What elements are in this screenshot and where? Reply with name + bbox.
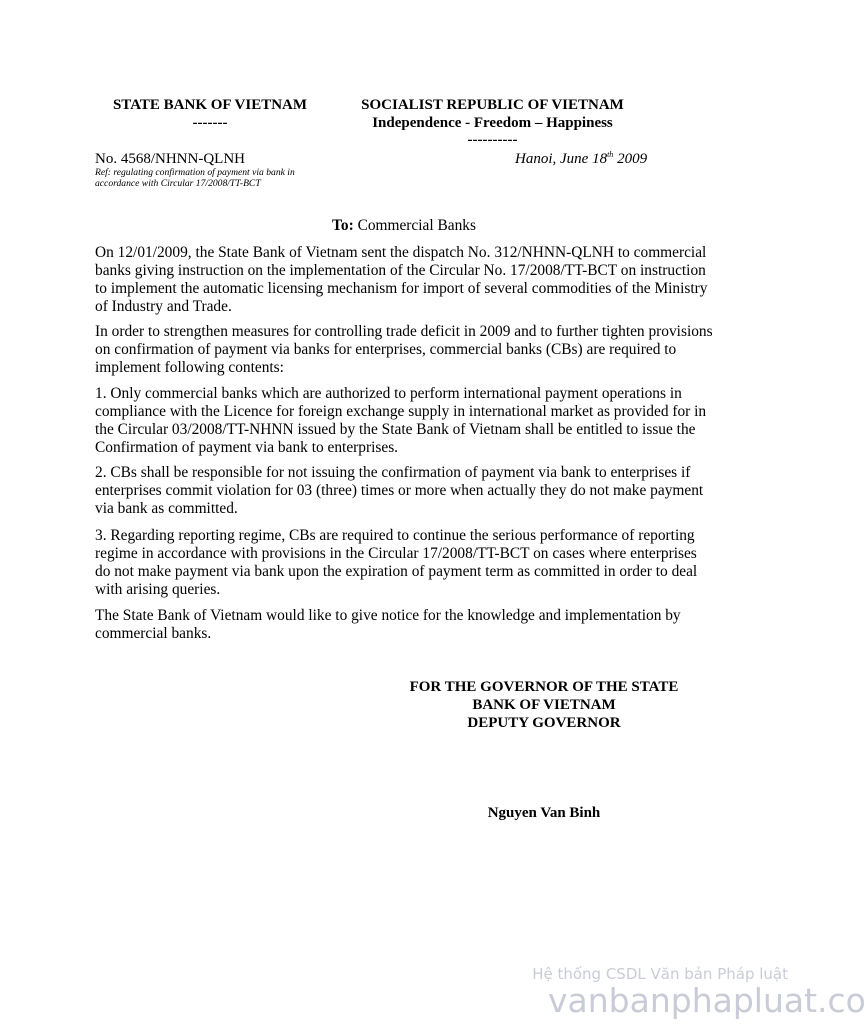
document-number: No. 4568/NHNN-QLNH	[95, 151, 245, 167]
date-year: 2009	[613, 151, 648, 167]
issuing-organization: STATE BANK OF VIETNAM	[112, 97, 308, 113]
national-motto: Independence - Freedom – Happiness	[372, 115, 613, 131]
signature-title-line-2: BANK OF VIETNAM	[472, 697, 616, 713]
recipient-value: Commercial Banks	[353, 217, 476, 234]
issue-date	[515, 150, 647, 168]
reference-line-1: Ref: regulating confirmation of payment via bank in	[95, 167, 295, 178]
signatory-name: Nguyen Van Binh	[487, 805, 601, 821]
recipient-label: To:	[332, 217, 354, 234]
date-prefix: Hanoi, June 18	[515, 151, 608, 167]
body-paragraph-6: The State Bank of Vietnam would like to give notice for the knowledge and implementation by commercial banks.	[95, 607, 681, 642]
signature-title-line-3: DEPUTY GOVERNOR	[467, 715, 621, 731]
country-name: SOCIALIST REPUBLIC OF VIETNAM	[361, 97, 624, 113]
recipient-line	[95, 217, 713, 235]
reference-line-2: accordance with Circular 17/2008/TT-BCT	[95, 178, 261, 189]
signature-title-line-1: FOR THE GOVERNOR OF THE STATE	[409, 679, 679, 695]
header-right-divider: ----------	[467, 132, 518, 148]
body-paragraph-4: 2. CBs shall be responsible for not issuing the confirmation of payment via bank to enterprises if enterprises commit violation for 03 (three) times or more when actually they do not make payment via bank as committed.	[95, 464, 704, 517]
header-left-divider: -------	[192, 115, 228, 131]
body-paragraph-1: On 12/01/2009, the State Bank of Vietnam sent the dispatch No. 312/NHNN-QLNH to commercial banks giving instruction on the implementation of the Circular No. 17/2008/TT-BCT on instruction to implement the automatic licensing mechanism for import of several commodities of the Ministry of Industry and Trade.	[95, 244, 708, 315]
body-paragraph-3: 1. Only commercial banks which are authorized to perform international payment operations in compliance with the Licence for foreign exchange supply in international market as provided for in the Circular 03/2008/TT-NHNN issued by the State Bank of Vietnam shall be entitled to issue the Confirmation of payment via bank to enterprises.	[95, 385, 707, 456]
watermark-site: vanbanphapluat.co	[548, 981, 866, 1020]
body-paragraph-2: In order to strengthen measures for controlling trade deficit in 2009 and to further tighten provisions on confirmation of payment via banks for enterprises, commercial banks (CBs) are required to implement following contents:	[95, 323, 713, 376]
watermark-caption: Hệ thống CSDL Văn bản Pháp luật	[532, 965, 788, 983]
date-ordinal-suffix: th	[607, 150, 614, 159]
body-paragraph-5: 3. Regarding reporting regime, CBs are required to continue the serious performance of reporting regime in accordance with provisions in the Circular 17/2008/TT-BCT on cases where enterprises do not make payment via bank upon the expiration of payment term as committed in order to deal with arising queries.	[95, 527, 698, 598]
